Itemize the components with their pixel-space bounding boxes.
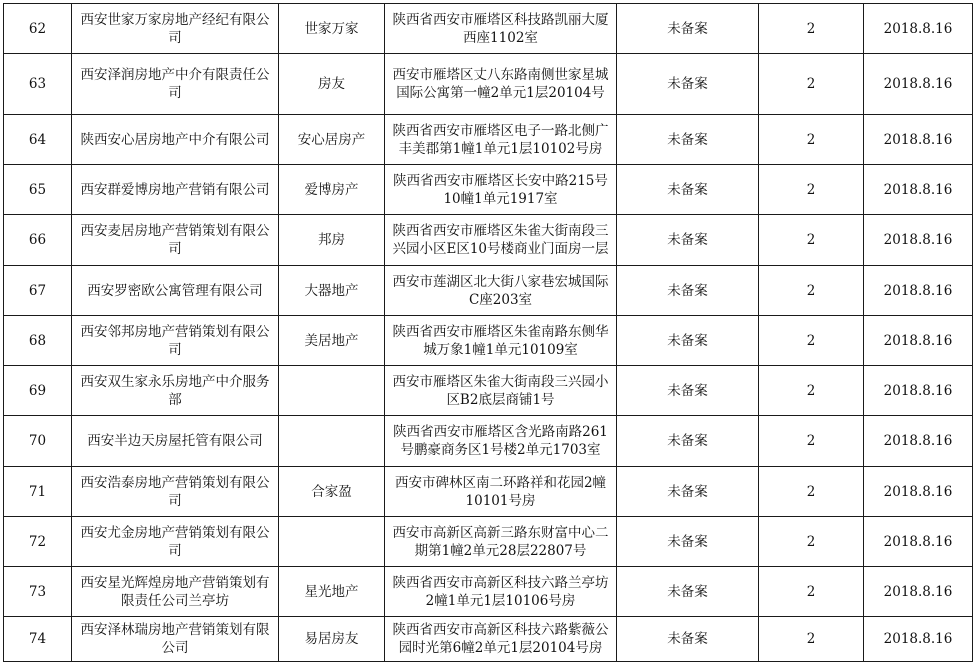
address-cell <box>385 467 617 517</box>
table-row <box>4 567 973 617</box>
row-number-cell <box>4 266 72 316</box>
row-number: 68 <box>28 332 47 349</box>
count-value-cell <box>759 215 864 266</box>
address: 陕西省西安市雁塔区含光路南路261号鹏豪商务区1号楼2单元1703室 <box>393 424 608 458</box>
count-value-cell <box>759 4 864 54</box>
count-value-cell <box>759 115 864 165</box>
date-value: 2018.8.16 <box>883 631 953 647</box>
count-value: 2 <box>806 631 816 647</box>
filing-status-cell <box>617 567 759 617</box>
table-row <box>4 366 973 416</box>
row-number-cell <box>4 165 72 215</box>
date-value: 2018.8.16 <box>883 181 953 198</box>
count-value-cell <box>759 316 864 366</box>
row-number-cell <box>4 517 72 567</box>
count-value: 2 <box>806 332 816 349</box>
date-value: 2018.8.16 <box>883 433 953 449</box>
date-value: 2018.8.16 <box>883 583 953 600</box>
address: 西安市碑林区南二环路祥和花园2幢10101号房 <box>394 474 607 509</box>
date-value: 2018.8.16 <box>883 282 953 299</box>
address: 陕西省西安市雁塔区朱雀大街南段三兴园小区E区10号楼商业门面房一层 <box>392 223 609 257</box>
brand-name-cell <box>279 165 385 215</box>
address: 陕西省西安市高新区科技六路兰亭坊2幢1单元1层10106号房 <box>392 574 609 609</box>
row-number-cell <box>4 316 72 366</box>
filing-status: 未备案 <box>667 483 708 500</box>
brand-name-cell <box>279 215 385 266</box>
count-value-cell <box>759 266 864 316</box>
count-value: 2 <box>806 181 816 198</box>
address-cell <box>385 366 617 416</box>
date-value-cell <box>864 467 973 517</box>
row-number: 73 <box>28 583 47 600</box>
row-number: 69 <box>28 382 47 399</box>
count-value-cell <box>759 416 864 467</box>
brand-name-cell <box>279 416 385 467</box>
company-name-cell <box>72 567 279 617</box>
brand-name-cell <box>279 366 385 416</box>
date-value-cell <box>864 4 973 54</box>
table-row <box>4 115 973 165</box>
brand-name: 合家盈 <box>311 483 352 500</box>
count-value: 2 <box>806 583 816 600</box>
table-row <box>4 316 973 366</box>
count-value: 2 <box>806 232 816 248</box>
brand-name: 安心居房产 <box>297 131 366 148</box>
brand-name-cell <box>279 4 385 54</box>
company-name: 西安半边天房屋托管有限公司 <box>87 433 263 449</box>
company-name: 西安尤金房地产营销策划有限公司 <box>80 524 270 559</box>
date-value-cell <box>864 115 973 165</box>
company-name-cell <box>72 617 279 662</box>
company-name-cell <box>72 4 279 54</box>
date-value: 2018.8.16 <box>883 131 953 148</box>
date-value-cell <box>864 215 973 266</box>
row-number-cell <box>4 467 72 517</box>
table-row <box>4 617 973 662</box>
date-value: 2018.8.16 <box>883 382 953 399</box>
brand-name: 星光地产 <box>304 583 359 600</box>
count-value-cell <box>759 617 864 662</box>
address-cell <box>385 316 617 366</box>
brand-name-cell <box>279 316 385 366</box>
date-value: 2018.8.16 <box>883 20 953 37</box>
row-number: 62 <box>28 20 47 37</box>
agency-records-table <box>3 3 973 662</box>
row-number: 67 <box>28 282 47 299</box>
company-name-cell <box>72 215 279 266</box>
filing-status: 未备案 <box>667 433 708 449</box>
company-name: 西安泽润房地产中介有限责任公司 <box>80 67 270 101</box>
brand-name: 爱博房产 <box>304 181 359 198</box>
filing-status: 未备案 <box>667 332 708 349</box>
brand-name-cell <box>279 467 385 517</box>
filing-status-cell <box>617 4 759 54</box>
count-value: 2 <box>806 483 816 500</box>
address: 陕西省西安市雁塔区长安中路215号10幢1单元1917室 <box>393 172 608 207</box>
row-number: 74 <box>28 631 47 647</box>
company-name: 陕西安心居房地产中介有限公司 <box>80 131 270 148</box>
date-value-cell <box>864 316 973 366</box>
filing-status: 未备案 <box>667 382 708 399</box>
row-number: 70 <box>28 433 47 449</box>
count-value-cell <box>759 467 864 517</box>
brand-name-cell <box>279 567 385 617</box>
count-value: 2 <box>806 433 816 449</box>
filing-status-cell <box>617 617 759 662</box>
row-number-cell <box>4 366 72 416</box>
row-number: 71 <box>28 483 47 500</box>
row-number: 72 <box>28 533 47 550</box>
address: 陕西省西安市雁塔区电子一路北侧广丰美郡第1幢1单元1层10102号房 <box>392 122 609 157</box>
company-name: 西安罗密欧公寓管理有限公司 <box>87 282 263 299</box>
row-number-cell <box>4 54 72 115</box>
company-name-cell <box>72 316 279 366</box>
address-cell <box>385 567 617 617</box>
count-value-cell <box>759 366 864 416</box>
count-value-cell <box>759 54 864 115</box>
filing-status: 未备案 <box>667 131 708 148</box>
date-value-cell <box>864 617 973 662</box>
count-value: 2 <box>806 382 816 399</box>
company-name: 西安群爱博房地产营销有限公司 <box>80 181 270 198</box>
count-value-cell <box>759 165 864 215</box>
table-row <box>4 416 973 467</box>
table-row <box>4 266 973 316</box>
count-value: 2 <box>806 533 816 550</box>
row-number-cell <box>4 215 72 266</box>
brand-name: 邦房 <box>318 232 345 248</box>
count-value-cell <box>759 567 864 617</box>
filing-status-cell <box>617 215 759 266</box>
brand-name-cell <box>279 115 385 165</box>
company-name: 西安浩泰房地产营销策划有限公司 <box>80 474 270 509</box>
row-number-cell <box>4 617 72 662</box>
company-name-cell <box>72 266 279 316</box>
brand-name-cell <box>279 266 385 316</box>
company-name-cell <box>72 115 279 165</box>
company-name-cell <box>72 366 279 416</box>
filing-status-cell <box>617 165 759 215</box>
brand-name: 房友 <box>318 76 345 92</box>
address-cell <box>385 266 617 316</box>
count-value: 2 <box>806 76 816 92</box>
filing-status: 未备案 <box>667 20 708 37</box>
filing-status-cell <box>617 115 759 165</box>
address-cell <box>385 416 617 467</box>
address-cell <box>385 115 617 165</box>
filing-status-cell <box>617 366 759 416</box>
date-value-cell <box>864 517 973 567</box>
company-name-cell <box>72 165 279 215</box>
address: 陕西省西安市雁塔区朱雀南路东侧华城万象1幢1单元10109室 <box>392 323 609 358</box>
filing-status-cell <box>617 416 759 467</box>
date-value: 2018.8.16 <box>883 533 953 550</box>
company-name: 西安邻邦房地产营销策划有限公司 <box>80 323 270 358</box>
address: 陕西省西安市雁塔区科技路凯丽大厦西座1102室 <box>392 11 609 46</box>
address-cell <box>385 617 617 662</box>
brand-name-cell <box>279 54 385 115</box>
brand-name-cell <box>279 517 385 567</box>
address-cell <box>385 165 617 215</box>
brand-name: 世家万家 <box>304 20 359 37</box>
company-name: 西安星光辉煌房地产营销策划有限责任公司兰亭坊 <box>80 574 270 609</box>
table-row <box>4 517 973 567</box>
date-value-cell <box>864 266 973 316</box>
date-value-cell <box>864 567 973 617</box>
filing-status: 未备案 <box>667 232 708 248</box>
filing-status: 未备案 <box>667 76 708 92</box>
address: 西安市雁塔区朱雀大街南段三兴园小区B2底层商铺1号 <box>392 373 609 408</box>
filing-status-cell <box>617 316 759 366</box>
address-cell <box>385 215 617 266</box>
filing-status: 未备案 <box>667 631 708 647</box>
date-value: 2018.8.16 <box>883 332 953 349</box>
company-name-cell <box>72 416 279 467</box>
filing-status: 未备案 <box>667 181 708 198</box>
address: 陕西省西安市高新区科技六路紫薇公园时光第6幢2单元1层20104号房 <box>392 622 609 656</box>
filing-status-cell <box>617 266 759 316</box>
count-value: 2 <box>806 282 816 299</box>
brand-name: 大器地产 <box>304 282 359 299</box>
brand-name: 易居房友 <box>304 631 359 647</box>
row-number-cell <box>4 416 72 467</box>
table-row <box>4 165 973 215</box>
company-name: 西安世家万家房地产经纪有限公司 <box>80 11 270 46</box>
table-row <box>4 467 973 517</box>
address: 西安市雁塔区丈八东路南侧世家星城国际公寓第一幢2单元1层20104号 <box>392 67 609 101</box>
table-body <box>4 4 973 662</box>
filing-status-cell <box>617 517 759 567</box>
table-row <box>4 215 973 266</box>
row-number: 66 <box>28 232 47 248</box>
brand-name-cell <box>279 617 385 662</box>
company-name: 西安麦居房地产营销策划有限公司 <box>80 223 270 257</box>
filing-status: 未备案 <box>667 533 708 550</box>
filing-status-cell <box>617 467 759 517</box>
date-value-cell <box>864 366 973 416</box>
row-number: 65 <box>28 181 47 198</box>
company-name: 西安双生家永乐房地产中介服务部 <box>80 373 270 408</box>
date-value: 2018.8.16 <box>883 483 953 500</box>
filing-status: 未备案 <box>667 282 708 299</box>
row-number-cell <box>4 115 72 165</box>
address: 西安市高新区高新三路东财富中心二期第1幢2单元28层22807号 <box>392 524 609 559</box>
table-row <box>4 54 973 115</box>
date-value-cell <box>864 416 973 467</box>
count-value: 2 <box>806 131 816 148</box>
company-name: 西安泽林瑞房地产营销策划有限公司 <box>80 622 270 656</box>
table-row <box>4 4 973 54</box>
row-number: 63 <box>28 76 47 92</box>
company-name-cell <box>72 517 279 567</box>
row-number: 64 <box>28 131 47 148</box>
date-value-cell <box>864 54 973 115</box>
date-value-cell <box>864 165 973 215</box>
company-name-cell <box>72 467 279 517</box>
count-value: 2 <box>806 20 816 37</box>
company-name-cell <box>72 54 279 115</box>
row-number-cell <box>4 4 72 54</box>
row-number-cell <box>4 567 72 617</box>
filing-status-cell <box>617 54 759 115</box>
filing-status: 未备案 <box>667 583 708 600</box>
address-cell <box>385 517 617 567</box>
count-value-cell <box>759 517 864 567</box>
date-value: 2018.8.16 <box>883 76 953 92</box>
brand-name: 美居地产 <box>304 332 359 349</box>
address: 西安市莲湖区北大街八家巷宏城国际C座203室 <box>392 273 609 308</box>
address-cell <box>385 4 617 54</box>
address-cell <box>385 54 617 115</box>
date-value: 2018.8.16 <box>883 232 953 248</box>
